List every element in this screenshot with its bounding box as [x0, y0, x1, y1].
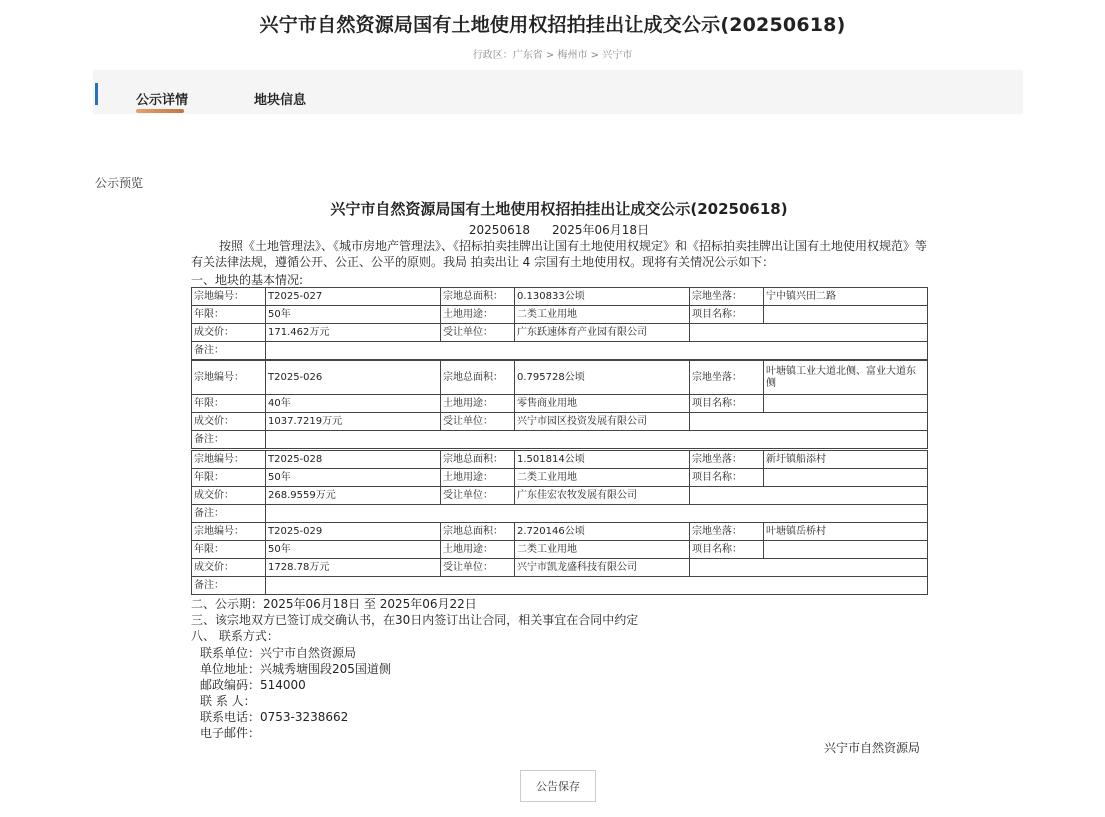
parcel-no-value: T2025-029 — [266, 523, 441, 541]
term-label: 年限： — [192, 541, 266, 559]
remark-value — [266, 342, 928, 360]
term-value: 50年 — [266, 306, 441, 324]
blank-cell — [690, 324, 928, 342]
project-value — [764, 469, 928, 487]
remark-label: 备注： — [192, 505, 266, 523]
blank-cell — [690, 559, 928, 577]
parcel-table-row — [192, 342, 928, 360]
project-label: 项目名称： — [690, 395, 764, 413]
parcel-table-row — [192, 451, 928, 469]
buyer-label: 受让单位： — [441, 487, 515, 505]
parcel-table-row — [192, 541, 928, 559]
parcel-no-label: 宗地编号： — [192, 451, 266, 469]
remark-value — [266, 577, 928, 595]
term-label: 年限： — [192, 306, 266, 324]
parcel-table — [191, 450, 928, 523]
parcel-table-row — [192, 577, 928, 595]
use-label: 土地用途： — [441, 395, 515, 413]
buyer-value: 兴宁市凯龙盛科技有限公司 — [515, 559, 690, 577]
buyer-value: 兴宁市园区投资发展有限公司 — [515, 413, 690, 431]
preview-label: 公示预览 — [95, 176, 144, 190]
area-value: 0.130833公顷 — [515, 288, 690, 306]
project-value — [764, 541, 928, 559]
location-label: 宗地坐落： — [690, 361, 764, 395]
location-label: 宗地坐落： — [690, 451, 764, 469]
project-value — [764, 306, 928, 324]
area-label: 宗地总面积： — [441, 288, 515, 306]
tab-bar — [93, 70, 1023, 114]
contact-email: 电子邮件： — [200, 726, 261, 740]
area-value: 2.720146公顷 — [515, 523, 690, 541]
price-label: 成交价： — [192, 413, 266, 431]
parcel-table-row — [192, 413, 928, 431]
location-label: 宗地坐落： — [690, 523, 764, 541]
remark-value — [266, 431, 928, 449]
use-value: 零售商业用地 — [515, 395, 690, 413]
parcel-table-row — [192, 431, 928, 449]
contact-person: 联 系 人： — [200, 694, 256, 708]
remark-label: 备注： — [192, 577, 266, 595]
parcel-table — [191, 360, 928, 449]
price-value: 268.9559万元 — [266, 487, 441, 505]
parcel-table — [191, 287, 928, 360]
buyer-label: 受让单位： — [441, 559, 515, 577]
buyer-label: 受让单位： — [441, 413, 515, 431]
term-value: 50年 — [266, 469, 441, 487]
location-value: 新圩镇船添村 — [764, 451, 928, 469]
buyer-value: 广东跃速体育产业园有限公司 — [515, 324, 690, 342]
parcel-table-row — [192, 361, 928, 395]
use-label: 土地用途： — [441, 541, 515, 559]
document-code: 20250618 — [468, 223, 530, 237]
parcel-table-row — [192, 559, 928, 577]
term-label: 年限： — [192, 469, 266, 487]
parcel-table-row — [192, 469, 928, 487]
project-label: 项目名称： — [690, 469, 764, 487]
parcel-no-value: T2025-026 — [266, 361, 441, 395]
section-contact-heading: 八、 联系方式： — [191, 629, 279, 643]
use-label: 土地用途： — [441, 306, 515, 324]
price-label: 成交价： — [192, 559, 266, 577]
parcel-no-value: T2025-027 — [266, 288, 441, 306]
area-label: 宗地总面积： — [441, 361, 515, 395]
project-value — [764, 395, 928, 413]
section-publicity-period: 二、公示期：2025年06月18日 至 2025年06月22日 — [191, 597, 477, 611]
area-value: 1.501814公顷 — [515, 451, 690, 469]
location-value: 叶塘镇岳桥村 — [764, 523, 928, 541]
blank-cell — [690, 487, 928, 505]
contact-postcode: 邮政编码：514000 — [200, 678, 306, 692]
price-value: 1037.7219万元 — [266, 413, 441, 431]
section-contract-note: 三、该宗地双方已签订成交确认书，在30日内签订出让合同，相关事宜在合同中约定 — [191, 613, 639, 627]
save-notice-button[interactable]: 公告保存 — [520, 770, 596, 802]
remark-label: 备注： — [192, 431, 266, 449]
project-label: 项目名称： — [690, 541, 764, 559]
term-value: 50年 — [266, 541, 441, 559]
active-tab-indicator — [136, 109, 184, 113]
page-title: 兴宁市自然资源局国有土地使用权招拍挂出让成交公示(20250618) — [259, 14, 846, 36]
section-basic-info-heading: 一、地块的基本情况: — [191, 273, 304, 287]
parcel-table-row — [192, 505, 928, 523]
remark-label: 备注： — [192, 342, 266, 360]
breadcrumb: 行政区：广东省 > 梅州市 > 兴宁市 — [472, 50, 633, 61]
tab-bar-accent — [95, 83, 98, 105]
parcel-table-row — [192, 523, 928, 541]
use-value: 二类工业用地 — [515, 541, 690, 559]
location-label: 宗地坐落： — [690, 288, 764, 306]
price-value: 171.462万元 — [266, 324, 441, 342]
location-value: 宁中镇兴田二路 — [764, 288, 928, 306]
contact-phone: 联系电话：0753-3238662 — [200, 710, 349, 724]
tab-parcel-info[interactable]: 地块信息 — [254, 93, 307, 108]
term-value: 40年 — [266, 395, 441, 413]
buyer-label: 受让单位： — [441, 324, 515, 342]
use-label: 土地用途： — [441, 469, 515, 487]
parcel-no-value: T2025-028 — [266, 451, 441, 469]
tab-notice-details[interactable]: 公示详情 — [136, 93, 189, 108]
term-label: 年限： — [192, 395, 266, 413]
parcel-no-label: 宗地编号： — [192, 288, 266, 306]
area-value: 0.795728公顷 — [515, 361, 690, 395]
location-value: 叶塘镇工业大道北侧、富业大道东侧 — [764, 361, 928, 395]
contact-address: 单位地址：兴城秀塘围段205国道侧 — [200, 662, 391, 676]
parcel-table-row — [192, 395, 928, 413]
price-label: 成交价： — [192, 324, 266, 342]
parcel-no-label: 宗地编号： — [192, 361, 266, 395]
document-intro: 按照《土地管理法》、《城市房地产管理法》、《招标拍卖挂牌出让国有土地使用权规定》和《招标拍卖挂牌出让国有土地使用权规范》等有关法律法规，遵循公开、公正、公平的原则。我局 拍卖出让 4 宗国有土地使用权。现将有关情况公示如下： — [191, 239, 928, 269]
document-date: 2025年06月18日 — [551, 223, 650, 237]
price-label: 成交价： — [192, 487, 266, 505]
parcel-table-row — [192, 324, 928, 342]
parcel-table-row — [192, 306, 928, 324]
area-label: 宗地总面积： — [441, 451, 515, 469]
project-label: 项目名称： — [690, 306, 764, 324]
use-value: 二类工业用地 — [515, 469, 690, 487]
blank-cell — [690, 413, 928, 431]
document-date-line — [0, 221, 1105, 238]
area-label: 宗地总面积： — [441, 523, 515, 541]
parcel-table-row — [192, 487, 928, 505]
document-title: 兴宁市自然资源局国有土地使用权招拍挂出让成交公示(20250618) — [330, 200, 788, 218]
parcel-table-row — [192, 288, 928, 306]
buyer-value: 广东佳宏农牧发展有限公司 — [515, 487, 690, 505]
price-value: 1728.78万元 — [266, 559, 441, 577]
parcel-no-label: 宗地编号： — [192, 523, 266, 541]
remark-value — [266, 505, 928, 523]
contact-unit: 联系单位：兴宁市自然资源局 — [200, 646, 357, 660]
use-value: 二类工业用地 — [515, 306, 690, 324]
document-signature: 兴宁市自然资源局 — [824, 741, 921, 755]
parcel-table — [191, 522, 928, 595]
